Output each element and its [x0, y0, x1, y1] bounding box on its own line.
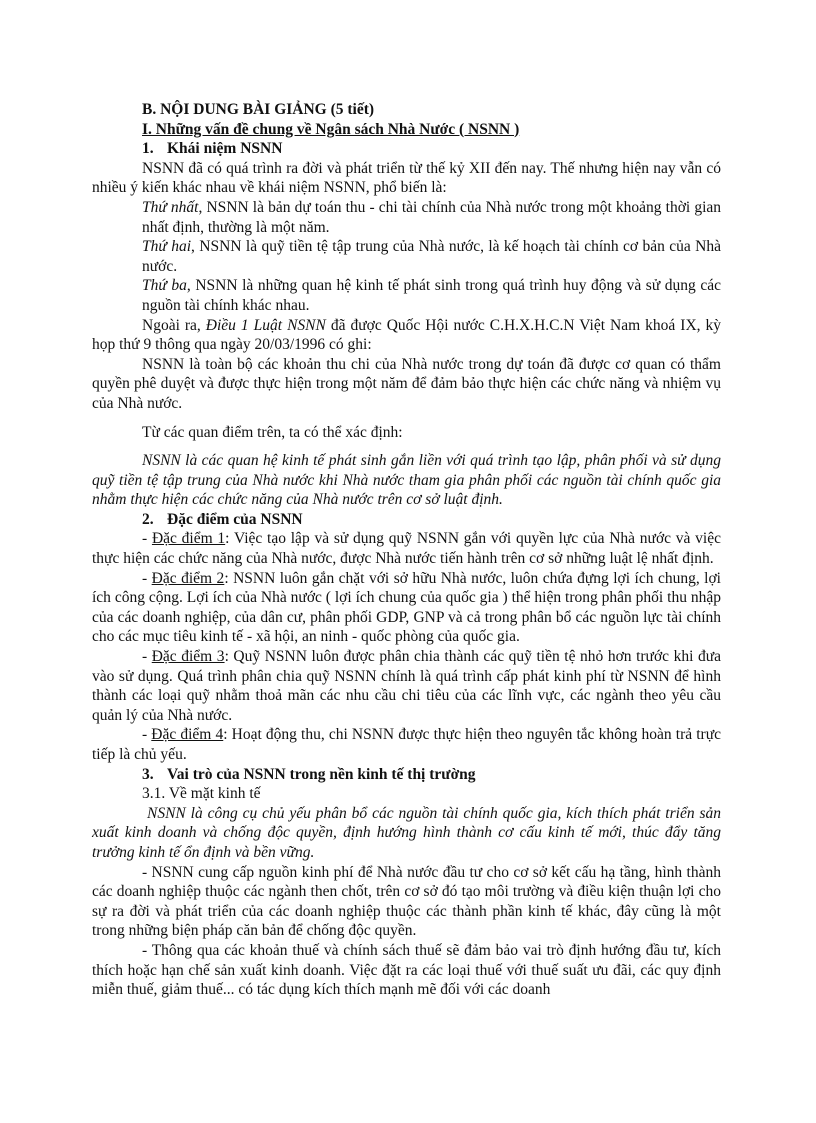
heading-concept — [142, 139, 721, 159]
paragraph-lead: Thứ hai — [142, 238, 192, 256]
paragraph-text: , NSNN là những quan hệ kinh tế phát sinh trong quá trình huy động và sử dụng các nguồn tài chính khác nhau. — [142, 277, 721, 314]
feature-text: : Việc tạo lập và sử dụng quỹ NSNN gắn với quyền lực của Nhà nước và việc thực hiện các chức năng của Nhà nước, được Nhà nước tiến hành trên cơ sở những luật lệ nhất định. — [92, 530, 721, 568]
body-block-1 — [92, 159, 721, 510]
law-reference: Điều 1 Luật NSNN — [205, 316, 326, 334]
body-block-2 — [92, 529, 721, 764]
heading-text: Khái niệm NSNN — [167, 140, 283, 158]
feature-paragraph — [92, 647, 721, 725]
section-heading: I. Những vấn đề chung về Ngân sách Nhà Nước ( NSNN ) — [142, 120, 520, 138]
document-page — [92, 100, 722, 1000]
paragraph: - Thông qua các khoản thuế và chính sách thuế sẽ đảm bảo vai trò định hướng đầu tư, kích thích hoặc hạn chế sản xuất kinh doanh. Việc đặt ra các loại thuế với thuế suất ưu đãi, các quy định miễn thuế, giảm thuế... có tác dụng kích thích mạnh mẽ đối với các doanh — [92, 941, 721, 999]
feature-text: : Quỹ NSNN luôn được phân chia thành các quỹ tiền tệ nhỏ hơn trước khi đưa vào sử dụng. Quá trình phân chia quỹ NSNN chính là quá trình cấp phát kinh phí từ NSNN để hình thành các loại quỹ nhằm thoả mãn các nhu cầu chi tiêu của các lĩnh vực, các ngành theo yêu cầu quản lý của Nhà nước. — [92, 648, 721, 724]
paragraph — [142, 237, 721, 276]
paragraph-lead: Thứ nhất — [142, 198, 199, 216]
body-block-3 — [92, 784, 721, 1000]
feature-label: Đặc điểm 1 — [151, 530, 226, 548]
dash: - — [142, 726, 152, 744]
heading-number: 2. — [142, 510, 154, 528]
paragraph — [142, 198, 721, 237]
paragraph: NSNN đã có quá trình ra đời và phát triển từ thế kỷ XII đến nay. Thế nhưng hiện nay vẫn có nhiều ý kiến khác nhau về khái niệm NSNN, phổ biến là: — [92, 159, 721, 197]
feature-text: : NSNN luôn gắn chặt với sở hữu Nhà nước, luôn chứa đựng lợi ích chung, lợi ích công cộng. Lợi ích của Nhà nước ( lợi ích chung của quốc gia ) thể hiện trong phân phối thu nhập của các doanh nghiệp, của dân cư, phân phối GDP, GNP và cả trong phân bổ các nguồn lực tài chính cho các mục tiêu kinh tế - xã hội, an ninh - quốc phòng của quốc gia. — [92, 569, 721, 646]
heading-text: Đặc điểm của NSNN — [167, 510, 303, 528]
lesson-title: B. NỘI DUNG BÀI GIẢNG (5 tiết) — [142, 101, 375, 118]
heading-text: Vai trò của NSNN trong nền kinh tế thị trường — [167, 765, 476, 783]
feature-paragraph — [92, 529, 721, 568]
role-summary: NSNN là công cụ chủ yếu phân bổ các nguồn tài chính quốc gia, kích thích phát triển sản xuất kinh doanh và chống độc quyền, định hướng hình thành cơ cấu kinh tế mới, thúc đẩy tăng trưởng kinh tế ổn định và bền vững. — [92, 804, 721, 861]
heading-features — [142, 510, 721, 530]
paragraph — [92, 316, 721, 355]
subheading: 3.1. Về mặt kinh tế — [142, 785, 261, 803]
feature-text: : Hoạt động thu, chi NSNN được thực hiện theo nguyên tắc không hoàn trả trực tiếp là chủ yếu. — [92, 726, 721, 763]
feature-label: Đặc điểm 2 — [151, 569, 225, 587]
dash: - — [142, 648, 152, 666]
paragraph: Từ các quan điểm trên, ta có thể xác định: — [142, 423, 403, 441]
heading-number: 1. — [142, 140, 154, 158]
paragraph — [142, 276, 721, 315]
feature-paragraph — [92, 725, 721, 764]
paragraph: NSNN là toàn bộ các khoản thu chi của Nhà nước trong dự toán đã được cơ quan có thẩm quyền phê duyệt và được thực hiện trong một năm để đảm bảo thực hiện các chức năng và nhiệm vụ của Nhà nước. — [92, 355, 721, 412]
paragraph-text: Ngoài ra, — [142, 316, 206, 334]
feature-label: Đặc điểm 4 — [151, 726, 224, 744]
paragraph-text: , NSNN là bản dự toán thu - chi tài chính của Nhà nước trong một khoảng thời gian nhất định, thường là một năm. — [142, 198, 722, 236]
feature-label: Đặc điểm 3 — [151, 648, 225, 666]
dash: - — [142, 569, 152, 587]
dash: - — [142, 530, 152, 548]
paragraph-text: , NSNN là quỹ tiền tệ tập trung của Nhà nước, là kế hoạch tài chính cơ bản của Nhà nước. — [142, 238, 721, 275]
heading-role — [142, 765, 721, 785]
paragraph-text: đã được Quốc Hội nước C.H.X.H.C.N Việt Nam khoá IX, kỳ họp thứ 9 thông qua ngày 20/03/1996 có ghi: — [92, 316, 722, 354]
heading-number: 3. — [142, 765, 154, 783]
paragraph-lead: Thứ ba — [142, 277, 187, 295]
feature-paragraph — [92, 569, 721, 647]
definition-paragraph: NSNN là các quan hệ kinh tế phát sinh gắn liền với quá trình tạo lập, phân phối và sử dụng quỹ tiền tệ tập trung của Nhà nước khi Nhà nước tham gia phân phối các nguồn tài chính quốc gia nhằm thực hiện các chức năng của Nhà nước trên cơ sở luật định. — [92, 452, 721, 509]
paragraph: - NSNN cung cấp nguồn kinh phí để Nhà nước đầu tư cho cơ sở kết cấu hạ tầng, hình thành các doanh nghiệp thuộc các ngành then chốt, trên cơ sở đó tạo môi trường và điều kiện thuận lợi cho sự ra đời và phát triển của các doanh nghiệp thuộc các thành phần kinh tế khác, đây cũng là một trong những biện pháp căn bản để chống độc quyền. — [92, 863, 721, 940]
